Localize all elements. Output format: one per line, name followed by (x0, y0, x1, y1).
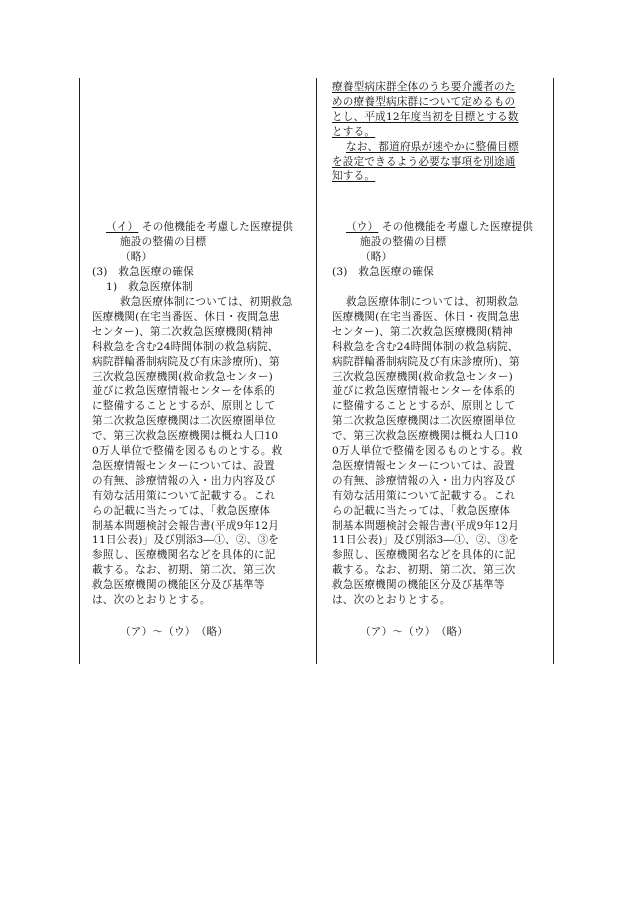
text-line: 制基本問題検討会報告書(平成9年12月 (92, 519, 280, 532)
left-section-3: (3) 救急医療の確保 (92, 266, 194, 278)
text-line: 参照し、医療機関名などを具体的に記 (92, 549, 276, 562)
text-line: に整備することとするが、原則として (332, 400, 516, 413)
text-line: 並びに救急医療情報センターを体系的 (332, 385, 516, 398)
text-line: 11日公表)」及び別添3―①、②、③を (92, 534, 280, 547)
text-line: で、第三次救急医療機関は概ね人口10 (332, 430, 519, 443)
left-heading-i-marker: （イ） (106, 221, 139, 233)
text-line: 載する。なお、初期、第二次、第三次 (332, 564, 516, 577)
right-heading-u-text: その他機能を考慮した医療提供 (381, 221, 534, 233)
right-section-3: (3) 救急医療の確保 (332, 266, 434, 278)
text-line: とし、平成12年度当初を目標とする数 (332, 110, 519, 123)
left-footer: （ア）～（ウ） （略） (120, 626, 229, 638)
text-line: 0万人単位で整備を図るものとする。救 (92, 445, 283, 457)
text-line: で、第三次救急医療機関は概ね人口10 (92, 430, 279, 443)
text-line: なお、都道府県が速やかに整備目標 (346, 140, 519, 153)
left-omitted: （略） (120, 251, 153, 263)
text-line: 救急医療体制については、初期救急 (346, 296, 519, 308)
text-line: 病院群輪番制病院及び有床診療所)、第 (92, 355, 280, 368)
column-divider-right (553, 78, 554, 664)
right-footer: （ア）～（ウ） （略） (360, 626, 469, 638)
text-line: は、次のとおりとする。 (92, 594, 211, 606)
left-heading-i-text: その他機能を考慮した医療提供 (141, 221, 294, 233)
text-line: 療養型病床群全体のうち要介護者のた (332, 81, 516, 93)
text-line: 医療機関(在宅当番医、休日・夜間急患 (332, 310, 520, 323)
column-divider-left (79, 78, 80, 664)
text-line: めの療養型病床群について定めるもの (332, 95, 516, 108)
text-line: の有無、診療情報の入・出力内容及び (92, 474, 276, 487)
text-line: センター)、第二次救急医療機関(精神 (92, 325, 273, 338)
text-line: 載する。なお、初期、第二次、第三次 (92, 564, 276, 577)
column-divider-middle (316, 78, 317, 664)
text-line: を設定できるよう必要な事項を別途通 (332, 155, 516, 168)
right-heading-u-marker: （ウ） (346, 221, 379, 233)
text-line: 0万人単位で整備を図るものとする。救 (332, 445, 523, 457)
text-line: 急医療情報センターについては、設置 (92, 459, 275, 472)
text-line: 三次救急医療機関(救命救急センター) (332, 370, 513, 383)
text-line: 三次救急医療機関(救命救急センター) (92, 370, 273, 383)
text-line: らの記載に当たっては、「救急医療体 (332, 504, 511, 517)
text-line: 科救急を含む24時間体制の救急病院、 (332, 340, 519, 353)
text-line: に整備することとするが、原則として (92, 400, 276, 413)
text-line: らの記載に当たっては、「救急医療体 (92, 504, 271, 517)
text-line: 知する。 (332, 170, 376, 183)
left-heading-i-text2: 施設の整備の目標 (120, 236, 207, 248)
right-heading-u-text2: 施設の整備の目標 (360, 236, 447, 248)
text-line: 病院群輪番制病院及び有床診療所)、第 (332, 355, 520, 368)
text-line: センター)、第二次救急医療機関(精神 (332, 325, 513, 338)
left-sub-1: 1) 救急医療体制 (106, 281, 193, 293)
text-line: の有無、診療情報の入・出力内容及び (332, 474, 516, 487)
text-line: 救急医療機関の機能区分及び基準等 (332, 579, 505, 592)
text-line: 制基本問題検討会報告書(平成9年12月 (332, 519, 520, 532)
right-omitted: （略） (360, 251, 393, 263)
text-line: 第二次救急医療機関は二次医療圏単位 (332, 415, 516, 428)
text-line: 救急医療体制については、初期救急 (120, 296, 293, 308)
text-line: 科救急を含む24時間体制の救急病院、 (92, 340, 279, 353)
text-line: 有効な活用策について記載する。これ (332, 489, 516, 502)
left-heading-i (106, 220, 293, 235)
text-line: 急医療情報センターについては、設置 (332, 459, 515, 472)
text-line: とする。 (332, 125, 376, 138)
text-line: 有効な活用策について記載する。これ (92, 489, 276, 502)
text-line: 参照し、医療機関名などを具体的に記 (332, 549, 516, 562)
text-line: 医療機関(在宅当番医、休日・夜間急患 (92, 310, 280, 323)
text-line: 並びに救急医療情報センターを体系的 (92, 385, 276, 398)
right-heading-u (346, 220, 533, 235)
text-line: 11日公表)」及び別添3―①、②、③を (332, 534, 520, 547)
text-line: 救急医療機関の機能区分及び基準等 (92, 579, 265, 592)
text-line: 第二次救急医療機関は二次医療圏単位 (92, 415, 276, 428)
text-line: は、次のとおりとする。 (332, 594, 451, 606)
